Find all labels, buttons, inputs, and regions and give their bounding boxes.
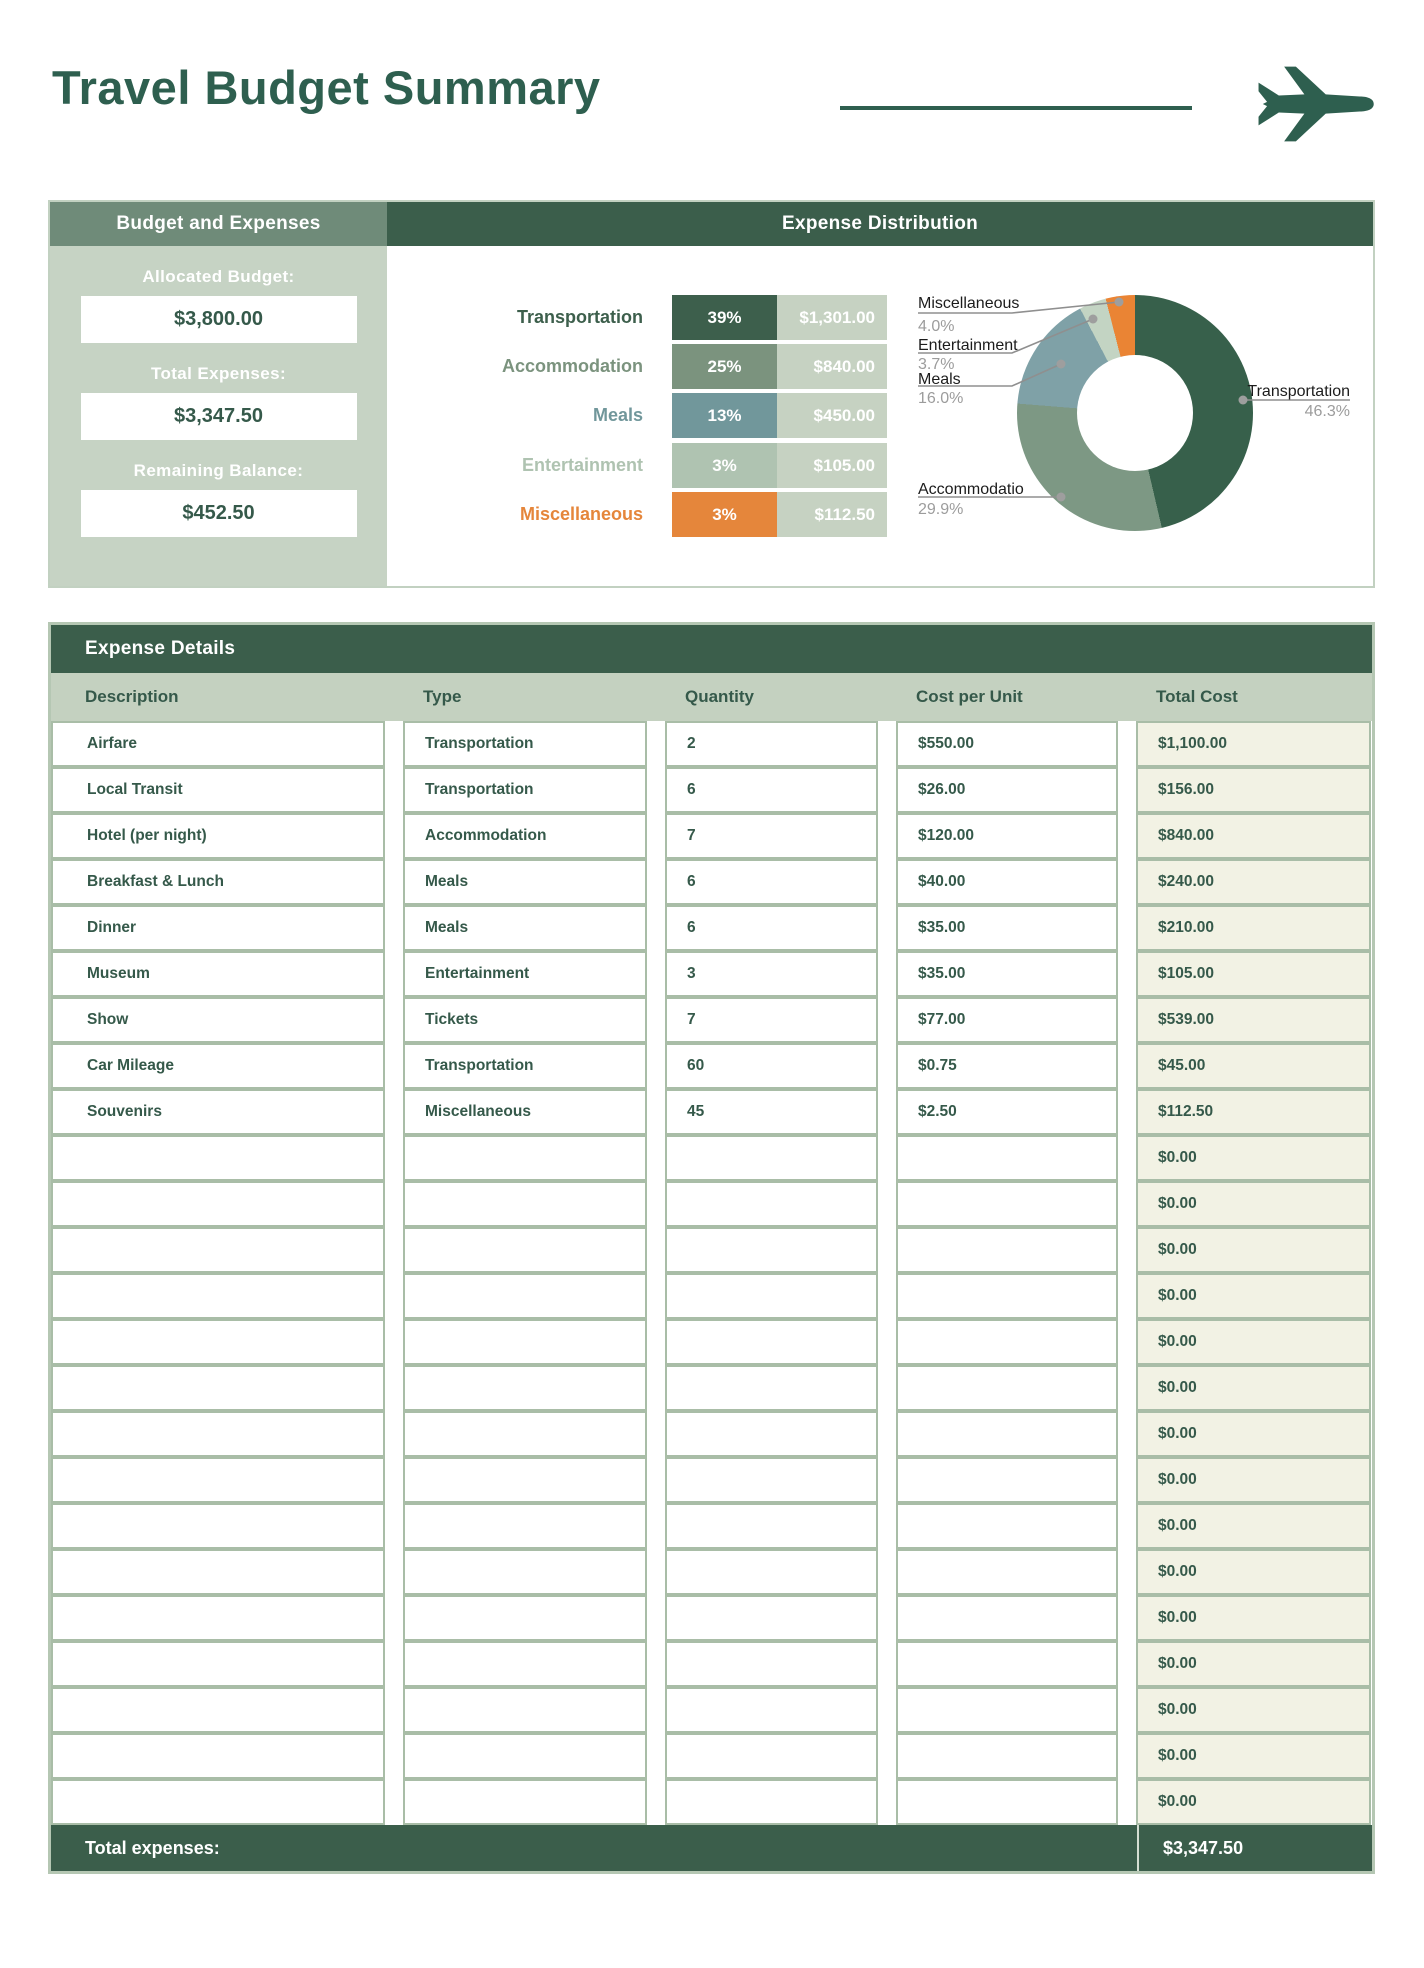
- table-cell[interactable]: [896, 1687, 1118, 1733]
- distribution-category-label: Transportation: [516, 307, 643, 327]
- table-cell[interactable]: [403, 1365, 647, 1411]
- budget-field-value-1[interactable]: $3,347.50: [81, 393, 357, 440]
- table-cell[interactable]: [51, 1135, 385, 1181]
- expense-details-header: Expense Details: [51, 625, 1372, 673]
- total-cost-cell[interactable]: $1,100.00: [1136, 721, 1371, 767]
- title-divider-line: [840, 106, 1192, 110]
- table-cell[interactable]: [665, 1457, 878, 1503]
- table-cell[interactable]: [403, 1687, 647, 1733]
- table-cell[interactable]: Meals: [403, 905, 647, 951]
- table-cell[interactable]: $35.00: [896, 951, 1118, 997]
- table-cell[interactable]: [51, 1687, 385, 1733]
- table-cell[interactable]: Dinner: [51, 905, 385, 951]
- table-cell[interactable]: $2.50: [896, 1089, 1118, 1135]
- table-cell[interactable]: [51, 1181, 385, 1227]
- total-cost-cell[interactable]: $0.00: [1136, 1503, 1371, 1549]
- table-cell[interactable]: [896, 1181, 1118, 1227]
- table-cell[interactable]: [896, 1135, 1118, 1181]
- summary-panels: [48, 200, 1375, 588]
- distribution-amount-box: $840.00: [777, 344, 887, 389]
- total-cost-cell[interactable]: $45.00: [1136, 1043, 1371, 1089]
- table-cell[interactable]: [665, 1365, 878, 1411]
- total-cost-cell[interactable]: $840.00: [1136, 813, 1371, 859]
- table-cell[interactable]: Souvenirs: [51, 1089, 385, 1135]
- distribution-panel-body: [387, 246, 1373, 586]
- table-cell[interactable]: [665, 1503, 878, 1549]
- table-cell[interactable]: 6: [665, 905, 878, 951]
- total-cost-cell[interactable]: $0.00: [1136, 1595, 1371, 1641]
- donut-label-name: Accommodatio: [918, 481, 1024, 498]
- table-cell[interactable]: [403, 1549, 647, 1595]
- total-cost-cell[interactable]: $112.50: [1136, 1089, 1371, 1135]
- table-cell[interactable]: Accommodation: [403, 813, 647, 859]
- table-cell[interactable]: Entertainment: [403, 951, 647, 997]
- donut-label-name: Meals: [918, 371, 961, 388]
- table-cell[interactable]: 2: [665, 721, 878, 767]
- table-cell[interactable]: [51, 1779, 385, 1825]
- budget-field-value-0[interactable]: $3,800.00: [81, 296, 357, 343]
- table-cell[interactable]: [896, 1273, 1118, 1319]
- distribution-row: [387, 492, 1373, 537]
- table-cell[interactable]: [51, 1457, 385, 1503]
- table-cell[interactable]: [896, 1319, 1118, 1365]
- total-cost-cell[interactable]: $210.00: [1136, 905, 1371, 951]
- total-cost-cell[interactable]: $0.00: [1136, 1319, 1371, 1365]
- distribution-category-label: Entertainment: [521, 454, 643, 475]
- table-cell[interactable]: [665, 1319, 878, 1365]
- table-cell[interactable]: 6: [665, 767, 878, 813]
- table-cell[interactable]: [896, 1365, 1118, 1411]
- table-cell[interactable]: [403, 1181, 647, 1227]
- donut-label-percent: 4.0%: [918, 318, 955, 335]
- table-cell[interactable]: [665, 1227, 878, 1273]
- total-cost-cell[interactable]: $156.00: [1136, 767, 1371, 813]
- table-cell[interactable]: Museum: [51, 951, 385, 997]
- table-cell[interactable]: [896, 1549, 1118, 1595]
- table-cell[interactable]: [403, 1135, 647, 1181]
- column-header-quantity: Quantity: [685, 687, 754, 706]
- table-cell[interactable]: [403, 1411, 647, 1457]
- table-cell[interactable]: Hotel (per night): [51, 813, 385, 859]
- total-cost-cell[interactable]: $0.00: [1136, 1181, 1371, 1227]
- table-cell[interactable]: [665, 1595, 878, 1641]
- table-cell[interactable]: [665, 1779, 878, 1825]
- distribution-category-label: Meals: [592, 405, 643, 426]
- budget-panel-body: [50, 246, 387, 586]
- distribution-percent-box: 25%: [672, 344, 777, 389]
- total-cost-cell[interactable]: $240.00: [1136, 859, 1371, 905]
- table-cell[interactable]: Transportation: [403, 721, 647, 767]
- table-cell[interactable]: Breakfast & Lunch: [51, 859, 385, 905]
- table-cell[interactable]: Show: [51, 997, 385, 1043]
- table-cell[interactable]: $26.00: [896, 767, 1118, 813]
- table-cell[interactable]: [896, 1503, 1118, 1549]
- table-cell[interactable]: $35.00: [896, 905, 1118, 951]
- total-cost-cell[interactable]: $0.00: [1136, 1687, 1371, 1733]
- table-cell[interactable]: Car Mileage: [51, 1043, 385, 1089]
- total-expenses-value: $3,347.50: [1163, 1838, 1244, 1858]
- total-expenses-label: Total expenses:: [51, 1825, 1139, 1871]
- budget-and-expenses-panel: [50, 202, 387, 586]
- table-cell[interactable]: [896, 1411, 1118, 1457]
- total-cost-cell[interactable]: $539.00: [1136, 997, 1371, 1043]
- donut-label-percent: 46.3%: [1304, 403, 1350, 420]
- table-cell[interactable]: [896, 1457, 1118, 1503]
- table-cell[interactable]: 3: [665, 951, 878, 997]
- table-cell[interactable]: [51, 1733, 385, 1779]
- total-cost-cell[interactable]: $0.00: [1136, 1135, 1371, 1181]
- distribution-percent-box: 13%: [672, 393, 777, 438]
- donut-label-percent: 16.0%: [918, 390, 964, 407]
- table-cell[interactable]: [51, 1411, 385, 1457]
- table-cell[interactable]: [665, 1135, 878, 1181]
- table-cell[interactable]: $120.00: [896, 813, 1118, 859]
- table-footer-row: [51, 1825, 1372, 1871]
- table-cell[interactable]: [665, 1641, 878, 1687]
- distribution-category-label: Miscellaneous: [519, 503, 643, 524]
- distribution-amount-box: $112.50: [777, 492, 887, 537]
- table-cell[interactable]: [403, 1779, 647, 1825]
- table-cell[interactable]: [403, 1595, 647, 1641]
- donut-label-name: Miscellaneous: [918, 295, 1020, 312]
- distribution-amount-box: $450.00: [777, 393, 887, 438]
- table-cell[interactable]: [665, 1549, 878, 1595]
- budget-field-label-1: Total Expenses:: [150, 364, 287, 383]
- table-cell[interactable]: [665, 1181, 878, 1227]
- total-cost-cell[interactable]: $0.00: [1136, 1779, 1371, 1825]
- table-cell[interactable]: [51, 1273, 385, 1319]
- distribution-row: [387, 295, 1373, 340]
- distribution-amount-box: $105.00: [777, 443, 887, 488]
- distribution-percent-box: 3%: [672, 492, 777, 537]
- budget-field-value-2[interactable]: $452.50: [81, 490, 357, 537]
- table-cell[interactable]: [896, 1641, 1118, 1687]
- table-cell[interactable]: [51, 1595, 385, 1641]
- table-cell[interactable]: [403, 1319, 647, 1365]
- table-cell[interactable]: Meals: [403, 859, 647, 905]
- table-cell[interactable]: [403, 1503, 647, 1549]
- airplane-icon: [1250, 56, 1378, 152]
- donut-label-percent: 29.9%: [918, 501, 964, 518]
- table-cell[interactable]: [51, 1503, 385, 1549]
- table-cell[interactable]: $550.00: [896, 721, 1118, 767]
- total-cost-cell[interactable]: $105.00: [1136, 951, 1371, 997]
- table-cell[interactable]: Transportation: [403, 767, 647, 813]
- table-cell[interactable]: 7: [665, 997, 878, 1043]
- distribution-percent-box: 3%: [672, 443, 777, 488]
- table-cell[interactable]: 6: [665, 859, 878, 905]
- table-column-headers: [51, 673, 1372, 721]
- budget-field-label-2: Remaining Balance:: [133, 461, 304, 480]
- donut-chart-hole: [1077, 355, 1193, 471]
- table-cell[interactable]: 60: [665, 1043, 878, 1089]
- table-cell[interactable]: [665, 1733, 878, 1779]
- total-cost-cell[interactable]: $0.00: [1136, 1365, 1371, 1411]
- table-cell[interactable]: [665, 1273, 878, 1319]
- total-cost-cell[interactable]: $0.00: [1136, 1457, 1371, 1503]
- expense-distribution-panel: [387, 202, 1373, 586]
- table-cell[interactable]: $40.00: [896, 859, 1118, 905]
- table-cell[interactable]: [403, 1457, 647, 1503]
- expense-details-table: [48, 622, 1375, 1874]
- table-cell[interactable]: [896, 1595, 1118, 1641]
- table-cell[interactable]: Local Transit: [51, 767, 385, 813]
- column-header-type: Type: [423, 687, 462, 706]
- table-cell[interactable]: [665, 1687, 878, 1733]
- table-cell[interactable]: [51, 1365, 385, 1411]
- distribution-category-label: Accommodation: [501, 356, 643, 377]
- table-cell[interactable]: 45: [665, 1089, 878, 1135]
- table-cell[interactable]: [51, 1227, 385, 1273]
- table-cell[interactable]: [896, 1227, 1118, 1273]
- table-cell[interactable]: [403, 1733, 647, 1779]
- table-cell[interactable]: [51, 1319, 385, 1365]
- distribution-percent-box: 39%: [672, 295, 777, 340]
- table-cell[interactable]: [896, 1779, 1118, 1825]
- donut-label-percent: 3.7%: [918, 356, 955, 373]
- distribution-panel-header: Expense Distribution: [387, 202, 1373, 246]
- table-cell[interactable]: Miscellaneous: [403, 1089, 647, 1135]
- total-cost-cell[interactable]: $0.00: [1136, 1549, 1371, 1595]
- table-cell[interactable]: 7: [665, 813, 878, 859]
- budget-field-label-0: Allocated Budget:: [142, 267, 295, 286]
- table-cell[interactable]: $0.75: [896, 1043, 1118, 1089]
- table-cell[interactable]: [665, 1411, 878, 1457]
- table-cell[interactable]: $77.00: [896, 997, 1118, 1043]
- budget-panel-header: Budget and Expenses: [50, 202, 387, 246]
- page-title: Travel Budget Summary: [52, 61, 601, 114]
- donut-label-name: Transportation: [1247, 383, 1350, 400]
- column-header-description: Description: [85, 687, 179, 706]
- table-cell[interactable]: Transportation: [403, 1043, 647, 1089]
- total-cost-cell[interactable]: $0.00: [1136, 1411, 1371, 1457]
- table-cell[interactable]: Airfare: [51, 721, 385, 767]
- table-cell[interactable]: Tickets: [403, 997, 647, 1043]
- total-cost-cell[interactable]: $0.00: [1136, 1733, 1371, 1779]
- total-cost-cell[interactable]: $0.00: [1136, 1227, 1371, 1273]
- table-cell[interactable]: [403, 1227, 647, 1273]
- column-header-total-cost: Total Cost: [1156, 687, 1238, 706]
- table-cell[interactable]: [51, 1549, 385, 1595]
- column-header-cost-per-unit: Cost per Unit: [916, 687, 1023, 706]
- total-cost-cell[interactable]: $0.00: [1136, 1273, 1371, 1319]
- table-cell[interactable]: [51, 1641, 385, 1687]
- table-cell[interactable]: [403, 1273, 647, 1319]
- table-cell[interactable]: [896, 1733, 1118, 1779]
- distribution-amount-box: $1,301.00: [777, 295, 887, 340]
- table-body: [51, 721, 1372, 1825]
- donut-label-name: Entertainment: [918, 337, 1018, 354]
- total-cost-cell[interactable]: $0.00: [1136, 1641, 1371, 1687]
- table-cell[interactable]: [403, 1641, 647, 1687]
